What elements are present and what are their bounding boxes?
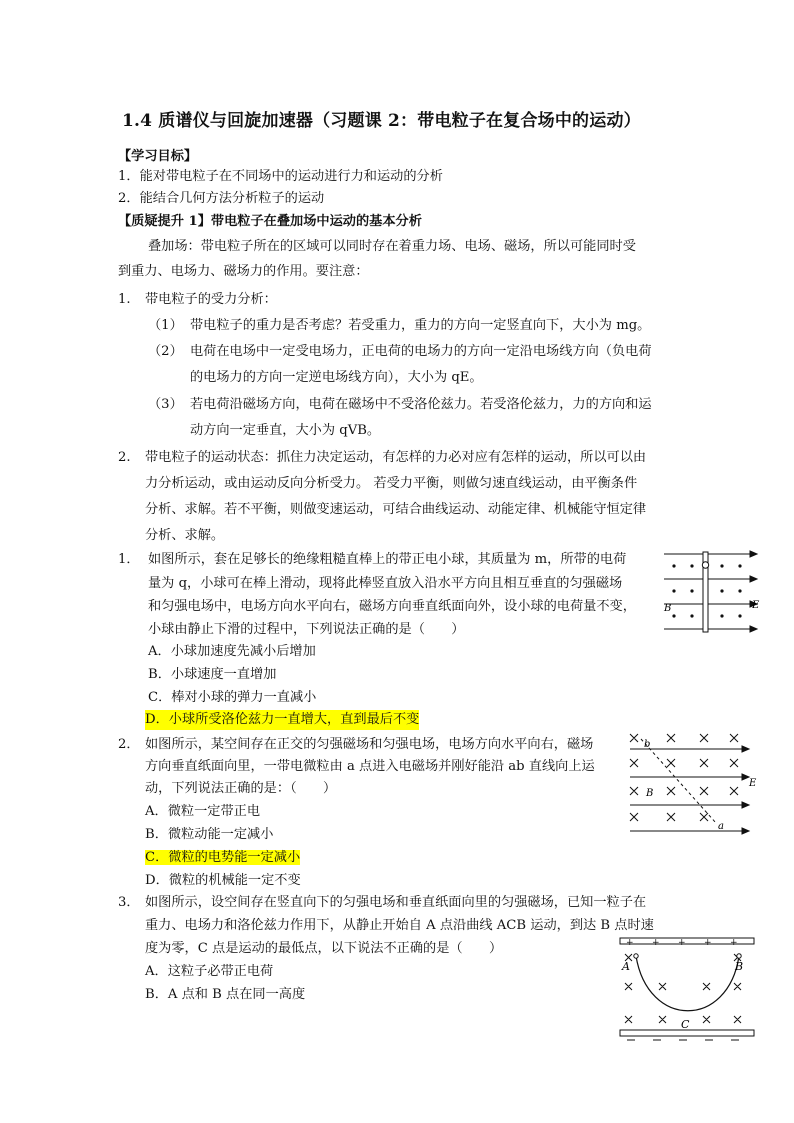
q3-text-3: 度为零，C 点是运动的最低点，以下说法不正确的是（ ） <box>145 941 503 956</box>
page-title: 1.4 质谱仪与回旋加速器（习题课 2：带电粒子在复合场中的运动） <box>122 111 641 131</box>
sub2-text-2: 的电场力的方向一定逆电场线方向），大小为 qE。 <box>190 370 483 385</box>
q2-option-b: B．微粒动能一定减小 <box>145 827 274 842</box>
sub2-text-1: 电荷在电场中一定受电场力，正电荷的电场力的方向一定沿电场线方向（负电荷 <box>190 344 652 359</box>
q1-number: 1． <box>118 552 140 567</box>
point1-number: 1. <box>118 292 131 307</box>
q2-label-a: a <box>718 821 724 832</box>
q2-label-b: b <box>644 739 651 750</box>
q2-number: 2． <box>118 737 140 752</box>
sub1-number: （1） <box>148 318 183 333</box>
q1-field-figure <box>660 548 764 634</box>
q1-label-e: E <box>752 600 760 611</box>
sub3-text-2: 动方向一定垂直，大小为 qVB。 <box>190 423 381 438</box>
q2-label-E: E <box>749 778 757 789</box>
svg-text:+: + <box>678 938 686 948</box>
q3-curve-acb <box>636 956 739 1011</box>
q2-text-2: 方向垂直纸面向里，一带电微粒由 a 点进入电磁场并刚好能沿 ab 直线向上运 <box>145 759 595 774</box>
point2-text-3: 分析、求解。若不平衡，则做变速运动，可结合曲线运动、动能定律、机械能守恒定律 <box>145 502 647 517</box>
q1-label-b: B <box>664 603 672 614</box>
q1-text-3: 和匀强电场中，电场方向水平向右，磁场方向垂直纸面向外，设小球的电荷量不变， <box>148 599 636 614</box>
svg-text:+: + <box>704 938 712 948</box>
q1-text-2: 量为 q，小球可在棒上滑动，现将此棒竖直放入沿水平方向且相互垂直的匀强磁场 <box>148 576 623 591</box>
point2-text-4: 分析、求解。 <box>145 528 225 543</box>
section1-intro-1: 叠加场：带电粒子所在的区域可以同时存在着重力场、电场、磁场，所以可能同时受 <box>148 239 636 254</box>
point2-number: 2. <box>118 450 131 465</box>
q3-label-C: C <box>681 1018 690 1031</box>
section1-intro-2: 到重力、电场力、磁场力的作用。要注意： <box>118 264 369 279</box>
q1-option-a: A．小球加速度先减小后增加 <box>148 644 316 659</box>
q1-option-b: B．小球速度一直增加 <box>148 667 277 682</box>
q1-text-1: 如图所示，套在足够长的绝缘粗糙直棒上的带正电小球，其质量为 m，所带的电荷 <box>148 552 627 567</box>
point2-text-2: 力分析运动，或由运动反向分析受力。 若受力平衡，则做匀速直线运动，由平衡条件 <box>145 476 638 491</box>
point2-text-1: 带电粒子的运动状态：抓住力决定运动，有怎样的力必对应有怎样的运动，所以可以由 <box>145 450 647 465</box>
q2-field-figure <box>624 728 760 838</box>
section1-heading: 【质疑提升 1】带电粒子在叠加场中运动的基本分析 <box>118 214 422 229</box>
sub3-number: （3） <box>148 397 183 412</box>
q2-label-B: B <box>646 788 654 799</box>
q2-text-1: 如图所示，某空间存在正交的匀强磁场和匀强电场，电场方向水平向右，磁场 <box>145 737 594 752</box>
q1-text-4: 小球由静止下滑的过程中，下列说法正确的是（ ） <box>148 622 465 637</box>
q2-option-c-container <box>145 848 300 868</box>
point1-title: 带电粒子的受力分析： <box>145 292 277 307</box>
goal-item-2: 2．能结合几何方法分析粒子的运动 <box>118 191 325 206</box>
q2-option-c: C．微粒的电势能一定减小 <box>145 850 301 865</box>
q3-number: 3． <box>118 895 140 910</box>
q1-option-c: C．棒对小球的弹力一直减小 <box>148 690 317 705</box>
q3-text-1: 如图所示，设空间存在竖直向下的匀强电场和垂直纸面向里的匀强磁场，已知一粒子在 <box>145 895 647 910</box>
q3-option-a: A．这粒子必带正电荷 <box>145 964 274 979</box>
q1-option-d: D．小球所受洛伦兹力一直增大，直到最后不变 <box>145 710 419 730</box>
q2-option-a: A．微粒一定带正电 <box>145 804 261 819</box>
sub3-text-1: 若电荷沿磁场方向，电荷在磁场中不受洛伦兹力。若受洛伦兹力，力的方向和运 <box>190 397 652 412</box>
goal-item-1: 1．能对带电粒子在不同场中的运动进行力和运动的分析 <box>118 169 443 184</box>
charged-ball <box>702 562 708 568</box>
q3-label-B: B <box>735 960 744 973</box>
svg-text:+: + <box>652 938 660 948</box>
q3-field-figure <box>618 934 758 1044</box>
goals-heading: 【学习目标】 <box>118 149 198 164</box>
q3-label-A: A <box>622 960 630 973</box>
q2-option-d: D．微粒的机械能一定不变 <box>145 873 301 888</box>
q2-path-ab <box>641 739 716 823</box>
sub1-text: 带电粒子的重力是否考虑？若受重力，重力的方向一定竖直向下，大小为 mg。 <box>190 318 651 333</box>
q3-text-2: 重力、电场力和洛伦兹力作用下，从静止开始自 A 点沿曲线 ACB 运动，到达 B 点时速 <box>145 918 654 933</box>
svg-text:+: + <box>730 938 738 948</box>
q2-text-3: 动，下列说法正确的是：（ ） <box>145 781 337 796</box>
svg-text:+: + <box>626 938 634 948</box>
q3-option-b: B．A 点和 B 点在同一高度 <box>145 987 306 1002</box>
sub2-number: （2） <box>148 344 183 359</box>
